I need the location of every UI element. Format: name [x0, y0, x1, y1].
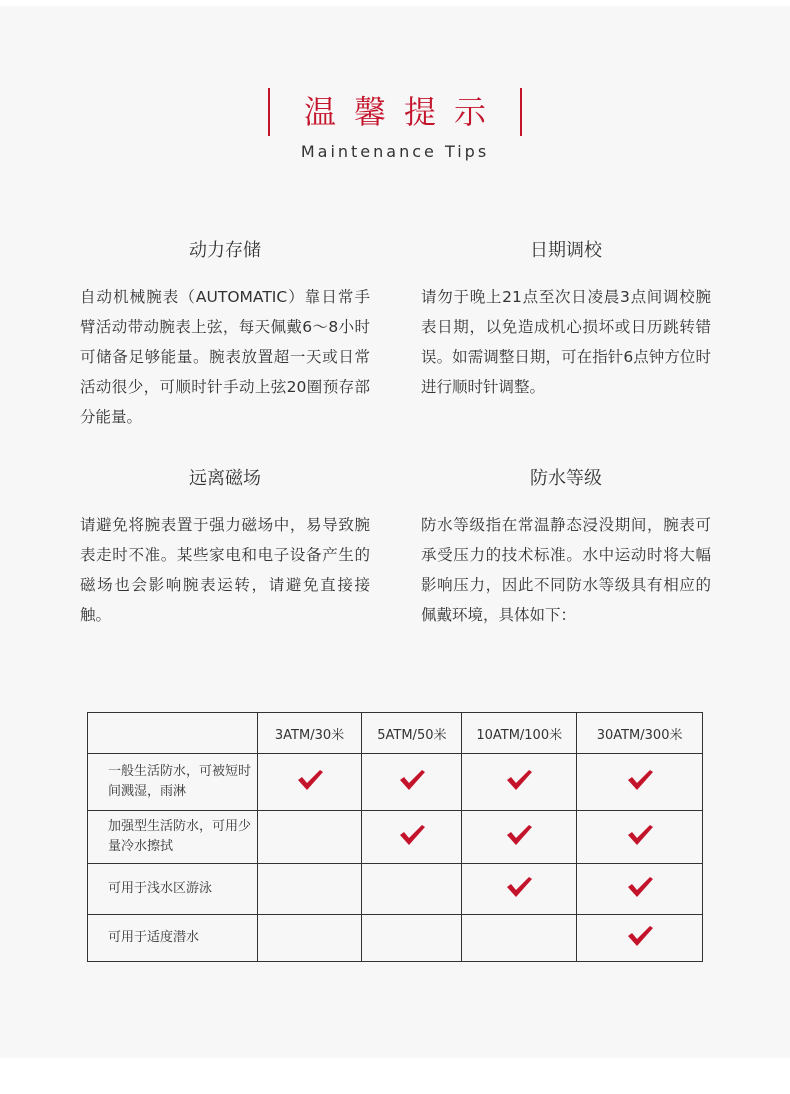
table-row [88, 754, 703, 811]
mark-cell [257, 915, 362, 962]
section-body: 自动机械腕表（AUTOMATIC）靠日常手臂活动带动腕表上弦，每天佩戴6～8小时可储备足够能量。腕表放置超一天或日常活动很少，可顺时针手动上弦20圈预存部分能量。 [80, 288, 370, 426]
title-frame [268, 88, 522, 136]
checkmark-icon [626, 768, 654, 792]
mark-cell [257, 864, 362, 915]
checkmark-icon [505, 875, 533, 899]
section-heading: 远离磁场 [189, 468, 261, 489]
table-row [88, 915, 703, 962]
page-title: 温馨提示 [303, 93, 504, 131]
mark-cell [577, 811, 703, 864]
column-header: 5ATM/50米 [362, 713, 462, 754]
section-body: 请勿于晚上21点至次日凌晨3点间调校腕表日期，以免造成机心损坏或日历跳转错误。如需调整日期，可在指针6点钟方位时进行顺时针调整。 [421, 288, 711, 396]
checkmark-icon [398, 823, 426, 847]
row-label: 加强型生活防水，可用少量冷水擦拭 [88, 811, 258, 864]
mark-cell [462, 811, 577, 864]
section-heading: 防水等级 [530, 468, 602, 489]
table-row [88, 864, 703, 915]
water-resistance-table [87, 712, 703, 962]
mark-cell [362, 864, 462, 915]
checkmark-icon [626, 924, 654, 948]
checkmark-icon [626, 823, 654, 847]
checkmark-icon [296, 768, 324, 792]
table-row [88, 811, 703, 864]
mark-cell [462, 915, 577, 962]
table-header-row [88, 713, 703, 754]
mark-cell [462, 754, 577, 811]
mark-cell [362, 915, 462, 962]
section-power-reserve [80, 236, 370, 432]
column-header: 10ATM/100米 [462, 713, 577, 754]
row-label: 可用于适度潜水 [88, 915, 258, 962]
checkmark-icon [505, 768, 533, 792]
row-label: 可用于浅水区游泳 [88, 864, 258, 915]
mark-cell [257, 754, 362, 811]
mark-cell [577, 915, 703, 962]
row-label: 一般生活防水，可被短时间溅湿，雨淋 [88, 754, 258, 811]
column-header: 3ATM/30米 [257, 713, 362, 754]
mark-cell [462, 864, 577, 915]
section-body: 请避免将腕表置于强力磁场中，易导致腕表走时不准。某些家电和电子设备产生的磁场也会影响腕表运转，请避免直接接触。 [80, 516, 370, 624]
title-block [0, 88, 790, 136]
section-magnetic [80, 464, 370, 630]
mark-cell [362, 811, 462, 864]
section-body: 防水等级指在常温静态浸没期间，腕表可承受压力的技术标准。水中运动时将大幅影响压力，因此不同防水等级具有相应的佩戴环境，具体如下： [421, 516, 711, 624]
page-subtitle: Maintenance Tips [300, 142, 490, 161]
section-date-setting [421, 236, 711, 402]
section-heading: 动力存储 [189, 240, 261, 261]
checkmark-icon [626, 875, 654, 899]
table-corner-cell [88, 713, 258, 754]
section-water-resistance [421, 464, 711, 630]
title-left-bar [268, 88, 270, 136]
mark-cell [257, 811, 362, 864]
checkmark-icon [398, 768, 426, 792]
mark-cell [577, 754, 703, 811]
section-heading: 日期调校 [530, 240, 602, 261]
title-right-bar [520, 88, 522, 136]
column-header: 30ATM/300米 [577, 713, 703, 754]
checkmark-icon [505, 823, 533, 847]
mark-cell [362, 754, 462, 811]
mark-cell [577, 864, 703, 915]
